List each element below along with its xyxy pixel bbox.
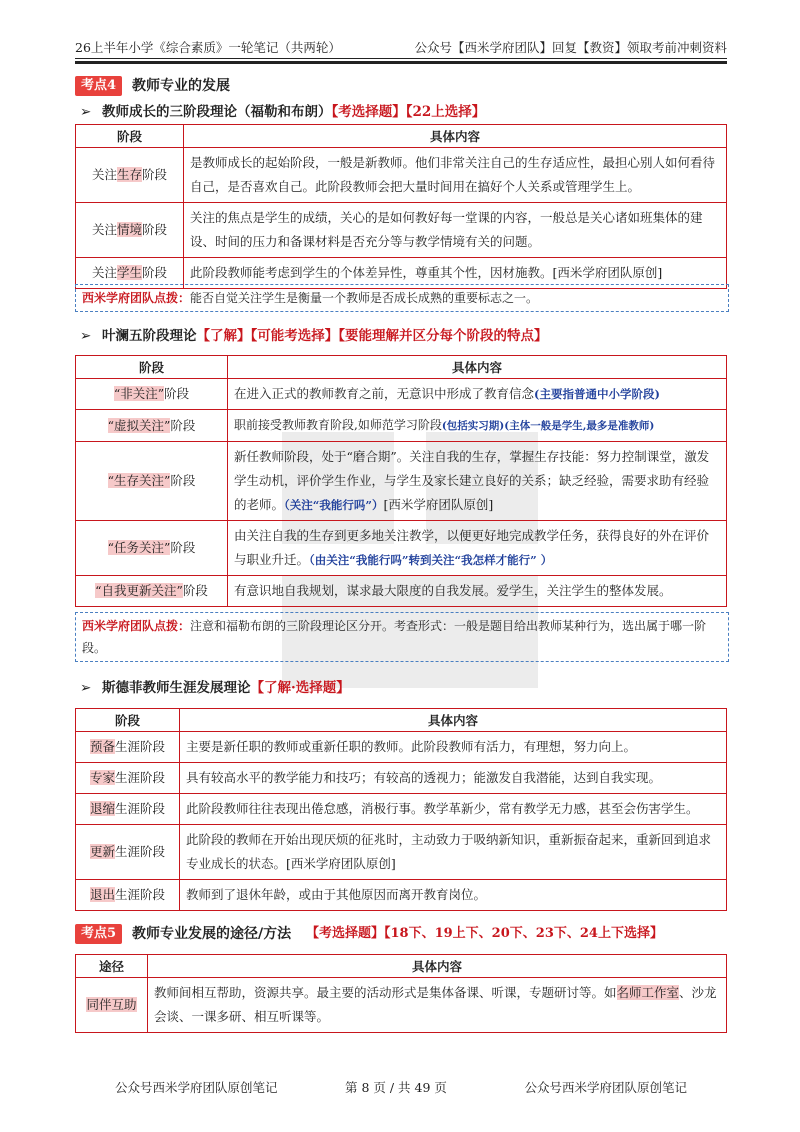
table-row <box>76 203 727 258</box>
stage-highlight: 专家 <box>89 770 115 785</box>
subsection-tags: 【考选择题】【22上选择】 <box>331 104 486 120</box>
table-row <box>76 732 727 763</box>
table-row <box>76 442 727 521</box>
section-badge: 考点4 <box>75 76 122 96</box>
stage-suffix: 阶段 <box>142 265 168 280</box>
table-row <box>76 880 727 911</box>
table-header-row <box>76 125 727 148</box>
content-note: （关注“我能行吗”） <box>284 498 384 512</box>
content-text: 由关注自我的生存到更多地关注教学，以便更好地完成教学任务，获得良好的外在评价与职业升迁。 <box>234 528 710 567</box>
stage-prefix: 关注 <box>91 167 117 182</box>
content-cell: 关注的焦点是学生的成绩，关心的是如何教好每一堂课的内容，一般总是关心诸如班集体的建设、时间的压力和备课材料是否充分等与教学情境有关的问题。 <box>184 203 727 258</box>
stage-cell <box>76 148 184 203</box>
content-text: 职前接受教师教育阶段,如师范学习阶段 <box>234 418 442 432</box>
content-cell: 此阶段教师往往表现出倦怠感，消极行事。教学革新少，常有教学无力感，甚至会伤害学生。 <box>180 794 727 825</box>
page-footer <box>75 1078 727 1096</box>
col-header-content: 具体内容 <box>184 125 727 148</box>
stage-suffix: 阶段 <box>170 473 196 488</box>
col-header-stage: 阶段 <box>76 125 184 148</box>
five-stage-table <box>75 355 727 607</box>
table-header-row <box>76 356 727 379</box>
stage-highlight: “生存关注” <box>107 473 171 488</box>
subsection-title: 叶澜五阶段理论 <box>102 328 197 344</box>
stage-suffix: 生涯阶段 <box>115 770 166 785</box>
content-text-end: 、沙龙会谈、一课多研、相互听课等。 <box>154 985 717 1024</box>
header-rule-thick <box>75 61 727 64</box>
stage-highlight: 生存 <box>116 167 142 182</box>
content-note: (包括实习期)(主体一般是学生,最多是准教师) <box>441 420 655 432</box>
stage-highlight: “任务关注” <box>107 540 171 555</box>
stage-prefix: 关注 <box>91 265 117 280</box>
table-row <box>76 763 727 794</box>
stage-cell <box>76 880 180 911</box>
page-number: 第 8 页 / 共 49 页 <box>345 1080 447 1095</box>
stage-highlight: 学生 <box>116 265 142 280</box>
content-cell <box>228 379 727 410</box>
stage-cell <box>76 825 180 880</box>
bullet-arrow-icon: ➢ <box>80 328 92 344</box>
tip-label: 西米学府团队点拨： <box>82 291 191 305</box>
table-row <box>76 794 727 825</box>
page-header <box>75 38 727 56</box>
content-cell: 教师到了退休年龄，或由于其他原因而离开教育岗位。 <box>180 880 727 911</box>
stage-highlight: “自我更新关注” <box>95 583 183 598</box>
stage-cell <box>76 203 184 258</box>
stage-suffix: 阶段 <box>142 167 168 182</box>
stage-cell <box>76 763 180 794</box>
content-cell <box>148 978 727 1033</box>
stage-highlight: 更新 <box>89 844 115 859</box>
table-row <box>76 978 727 1033</box>
table-row <box>76 521 727 576</box>
subsection-tags: 【了解·选择题】 <box>250 680 350 696</box>
content-text: 在进入正式的教师教育之前，无意识中形成了教育信念 <box>234 386 535 401</box>
table-header-row <box>76 955 727 978</box>
tip-box <box>75 612 729 662</box>
content-cell <box>228 410 727 442</box>
bullet-arrow-icon: ➢ <box>80 104 92 120</box>
development-path-table <box>75 954 727 1033</box>
content-text: 新任教师阶段，处于“磨合期”。关注自我的生存，掌握生存技能：努力控制课堂，激发学生动机，评价学生作业，与学生及家长建立良好的关系；缺乏经验，需要求助有经验的老师。 <box>234 449 710 512</box>
header-rule-thin <box>75 58 727 59</box>
stage-cell <box>76 521 228 576</box>
stage-suffix: 生涯阶段 <box>115 887 166 902</box>
career-stage-table <box>75 708 727 911</box>
subsection-heading <box>80 102 485 122</box>
content-cell: 此阶段教师能考虑到学生的个体差异性，尊重其个性，因材施教。[西米学府团队原创] <box>184 258 727 289</box>
bullet-arrow-icon: ➢ <box>80 680 92 696</box>
content-text: 教师间相互帮助，资源共享。最主要的活动形式是集体备课、听课，专题研讨等。如 <box>154 985 617 1000</box>
content-cell <box>228 442 727 521</box>
table-row <box>76 379 727 410</box>
subsection-title: 教师成长的三阶段理论（福勒和布朗） <box>102 104 332 120</box>
content-note: （由关注“我能行吗”转到关注“我怎样才能行” ） <box>309 553 553 567</box>
table-row <box>76 410 727 442</box>
content-cell: 具有较高水平的教学能力和技巧；有较高的透视力；能激发自我潜能，达到自我实现。 <box>180 763 727 794</box>
content-tail: [西米学府团队原创] <box>383 497 494 512</box>
stage-suffix: 生涯阶段 <box>115 801 166 816</box>
subsection-tags: 【了解】【可能考选择】【要能理解并区分每个阶段的特点】 <box>196 328 548 344</box>
stage-suffix: 阶段 <box>142 222 168 237</box>
stage-prefix: 关注 <box>91 222 117 237</box>
content-cell: 是教师成长的起始阶段，一般是新教师。他们非常关注自己的生存适应性，最担心别人如何看待自己，是否喜欢自己。此阶段教师会把大量时间用在搞好个人关系或管理学生上。 <box>184 148 727 203</box>
three-stage-table <box>75 124 727 289</box>
content-note: (主要指普通中小学阶段) <box>534 387 660 401</box>
col-header-content: 具体内容 <box>148 955 727 978</box>
stage-highlight: 情境 <box>116 222 142 237</box>
stage-highlight: 退出 <box>89 887 115 902</box>
col-header-content: 具体内容 <box>228 356 727 379</box>
stage-highlight: 预备 <box>89 739 115 754</box>
section-tags: 【考选择题】【18下、19上下、20下、23下、24上下选择】 <box>306 926 663 941</box>
tip-box <box>75 284 729 312</box>
content-cell: 此阶段的教师在开始出现厌烦的征兆时，主动致力于吸纳新知识，重新振奋起来，重新回到追求专业成长的状态。[西米学府团队原创] <box>180 825 727 880</box>
stage-cell <box>76 379 228 410</box>
section-title: 教师专业发展的途径/方法 <box>132 926 292 942</box>
table-header-row <box>76 709 727 732</box>
stage-cell <box>76 410 228 442</box>
section-title: 教师专业的发展 <box>132 78 230 94</box>
subsection-heading <box>80 678 350 698</box>
tip-label: 西米学府团队点拨： <box>82 619 191 633</box>
stage-cell <box>76 442 228 521</box>
subsection-heading <box>80 326 548 346</box>
table-row <box>76 576 727 607</box>
stage-suffix: 阶段 <box>164 386 190 401</box>
header-left: 26上半年小学《综合素质》一轮笔记（共两轮） <box>75 40 341 55</box>
table-row <box>76 825 727 880</box>
footer-right: 公众号西米学府团队原创笔记 <box>524 1080 687 1095</box>
col-header-path: 途径 <box>76 955 148 978</box>
content-highlight: 名师工作室 <box>616 985 680 1000</box>
section-badge: 考点5 <box>75 924 122 944</box>
content-cell: 有意识地自我规划，谋求最大限度的自我发展。爱学生，关注学生的整体发展。 <box>228 576 727 607</box>
content-cell <box>228 521 727 576</box>
stage-suffix: 生涯阶段 <box>115 739 166 754</box>
content-cell: 主要是新任职的教师或重新任职的教师。此阶段教师有活力，有理想，努力向上。 <box>180 732 727 763</box>
stage-suffix: 阶段 <box>170 540 196 555</box>
stage-highlight: 退缩 <box>89 801 115 816</box>
header-right: 公众号【西米学府团队】回复【教资】领取考前冲刺资料 <box>414 40 727 55</box>
stage-cell <box>76 794 180 825</box>
stage-suffix: 阶段 <box>170 417 196 433</box>
stage-cell <box>76 732 180 763</box>
tip-text: 注意和福勒布朗的三阶段理论区分开。考查形式：一般是题目给出教师某种行为，选出属于哪一阶段。 <box>82 619 707 655</box>
stage-suffix: 生涯阶段 <box>115 844 166 859</box>
table-row <box>76 148 727 203</box>
path-highlight: 同伴互助 <box>86 997 137 1012</box>
stage-highlight: “非关注” <box>113 386 165 401</box>
col-header-stage: 阶段 <box>76 356 228 379</box>
tip-text: 能否自觉关注学生是衡量一个教师是否成长成熟的重要标志之一。 <box>190 291 539 305</box>
stage-cell <box>76 576 228 607</box>
stage-highlight: “虚拟关注” <box>107 417 171 433</box>
footer-left: 公众号西米学府团队原创笔记 <box>115 1080 278 1095</box>
path-cell <box>76 978 148 1033</box>
col-header-content: 具体内容 <box>180 709 727 732</box>
stage-suffix: 阶段 <box>182 583 208 598</box>
subsection-title: 斯德菲教师生涯发展理论 <box>102 680 251 696</box>
col-header-stage: 阶段 <box>76 709 180 732</box>
